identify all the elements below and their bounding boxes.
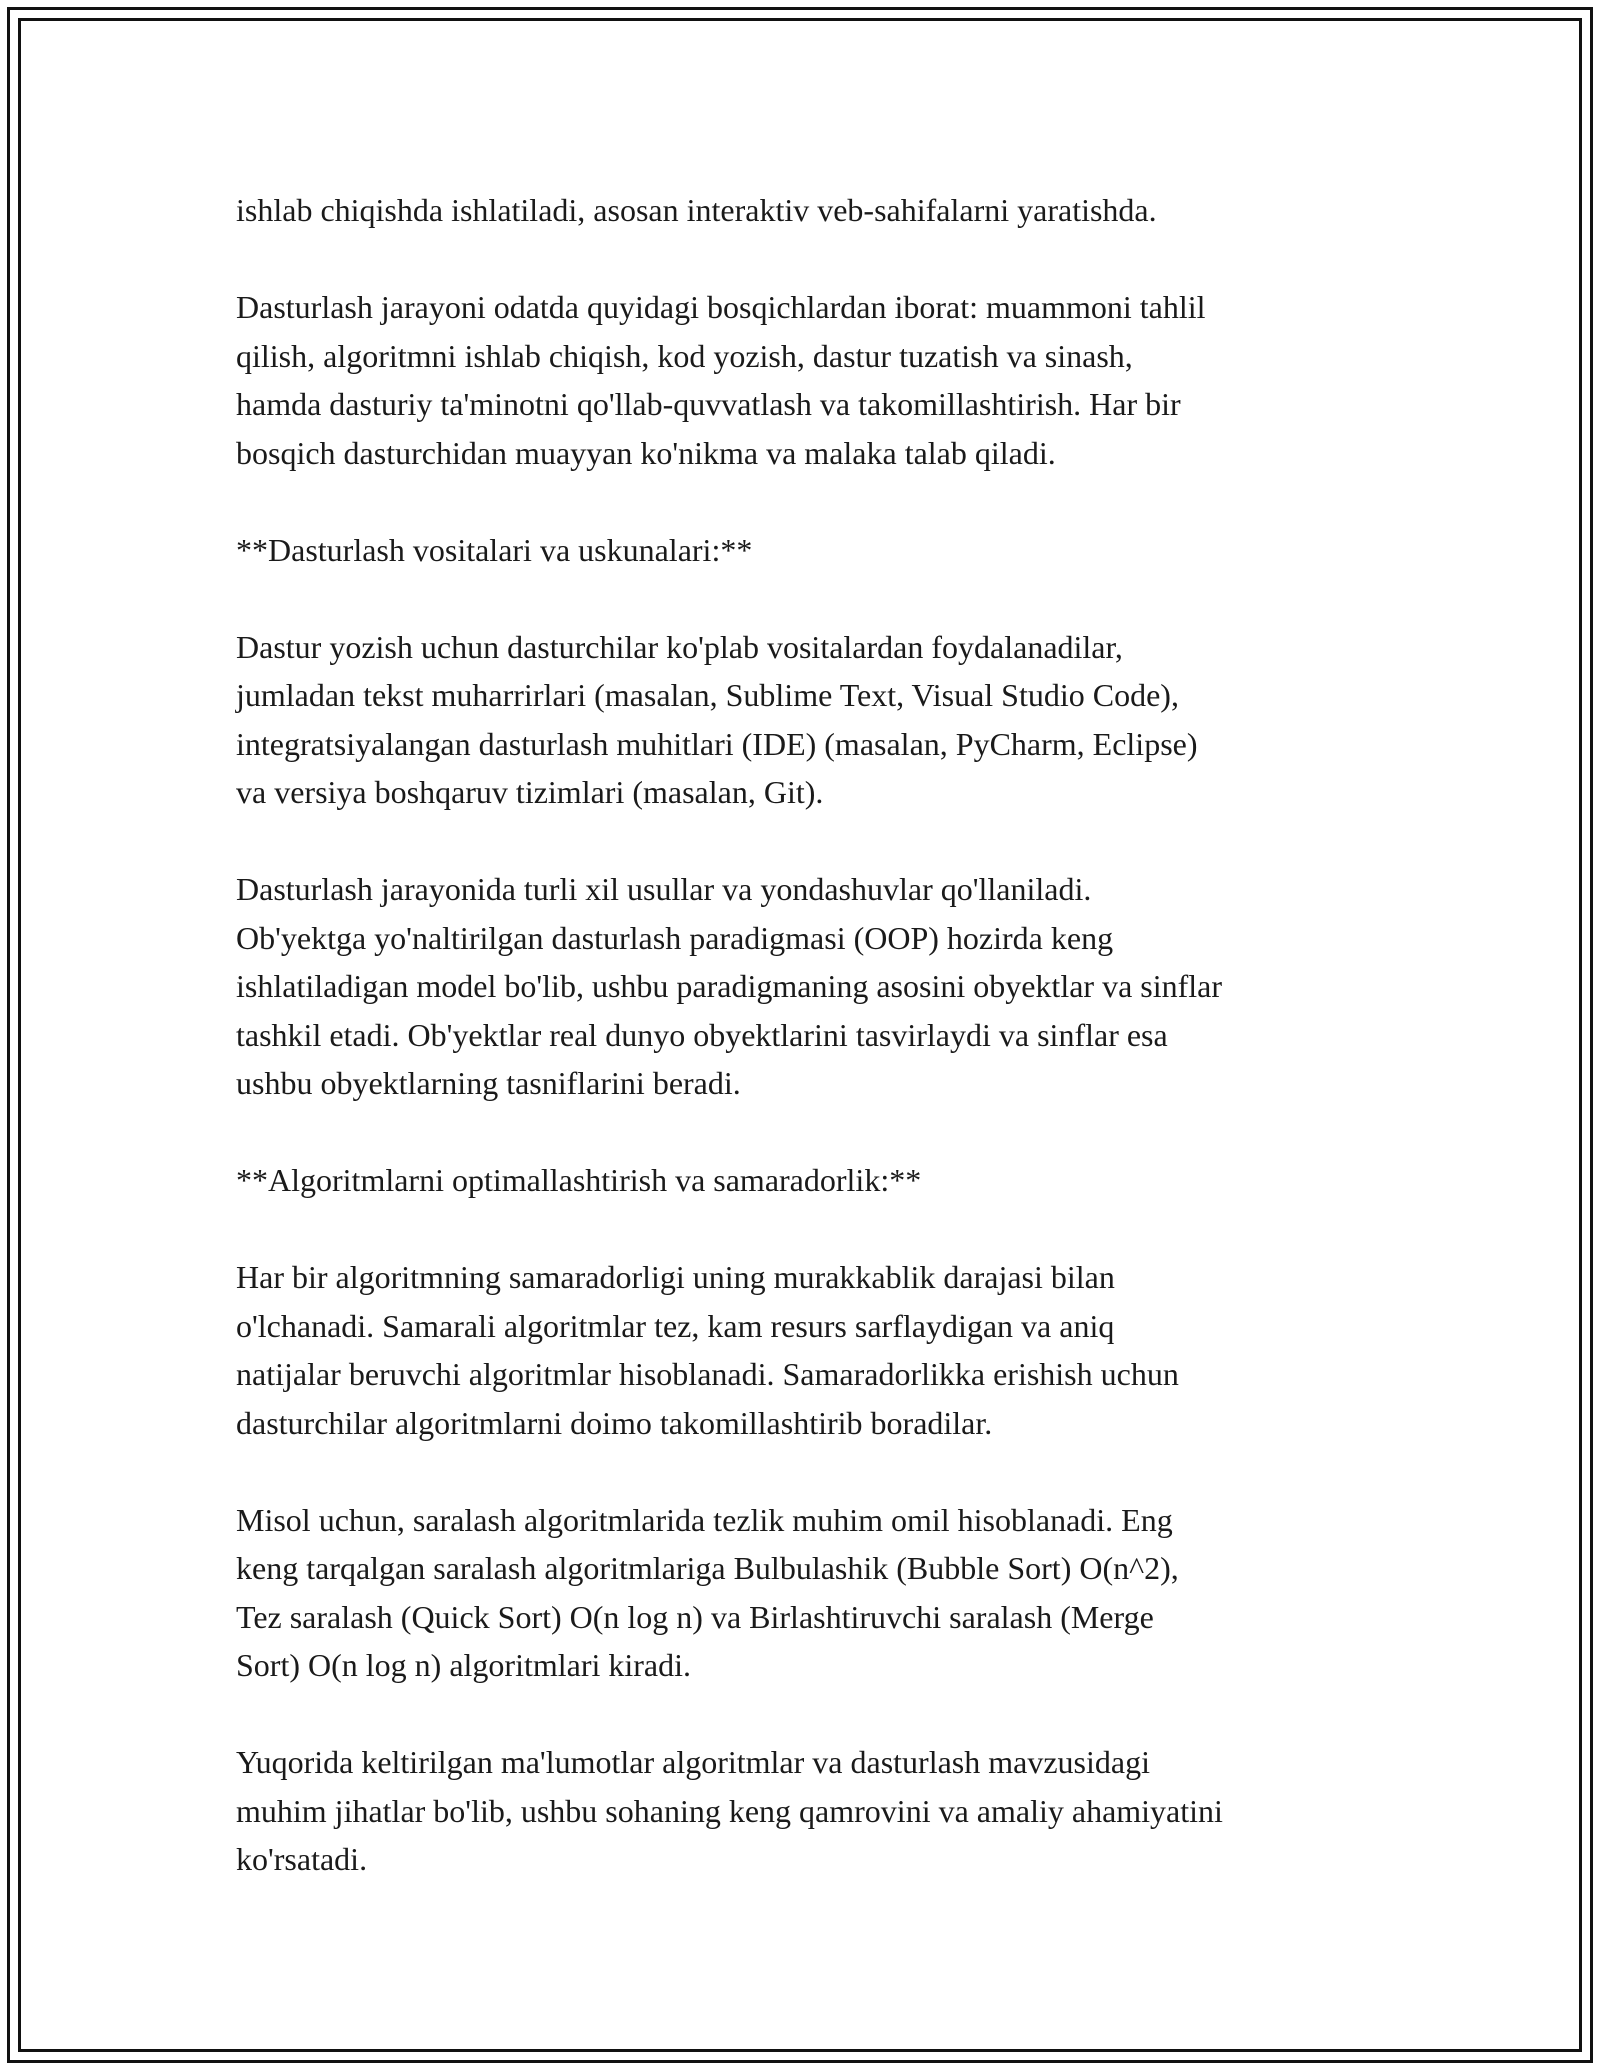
paragraph-sorting-example: Misol uchun, saralash algoritmlarida tezlik muhim omil hisoblanadi. Eng keng tarqalgan saralash algoritmlariga Bulbulashik (Bubble Sort) O(n^2), Tez saralash (Quick Sort) O(n log n) va Birlashtiruvchi saralash (Merge Sort) O(n log n) algoritmlari kiradi. [236,1501,1179,1683]
section-heading-tools: **Dasturlash vositalari va uskunalari:** [236,531,753,568]
paragraph-tools: Dastur yozish uchun dasturchilar ko'plab vositalardan foydalanadilar, jumladan tekst muharrirlari (masalan, Sublime Text, Visual Studio Code), integratsiyalangan dasturlash muhitlari (IDE) (masalan, PyCharm, Eclipse) va versiya boshqaruv tizimlari (masalan, Git). [236,628,1198,810]
paragraph-oop: Dasturlash jarayonida turli xil usullar va yondashuvlar qo'llaniladi. Ob'yektga yo'naltirilgan dasturlash paradigmasi (OOP) hozirda keng ishlatiladigan model bo'lib, ushbu paradigmaning asosini obyektlar va sinflar tashkil etadi. Ob'yektlar real dunyo obyektlarini tasvirlaydi va sinflar esa ushbu obyektlarning tasniflarini beradi. [236,871,1223,1101]
paragraph-conclusion: Yuqorida keltirilgan ma'lumotlar algoritmlar va dasturlash mavzusidagi muhim jihatlar bo'lib, ushbu sohaning keng qamrovini va amaliy ahamiyatini ko'rsatadi. [236,1744,1223,1877]
paragraph-efficiency: Har bir algoritmning samaradorligi uning murakkablik darajasi bilan o'lchanadi. Samarali algoritmlar tez, kam resurs sarflaydigan va aniq natijalar beruvchi algoritmlar hisoblanadi. Samaradorlikka erishish uchun dasturchilar algoritmlarni doimo takomillashtirib boradilar. [236,1259,1179,1441]
paragraph-programming-process: Dasturlash jarayoni odatda quyidagi bosqichlardan iborat: muammoni tahlil qilish, algoritmni ishlab chiqish, kod yozish, dastur tuzatish va sinash, hamda dasturiy ta'minotni qo'llab-quvvatlash va takomillashtirish. Har bir bosqich dasturchidan muayyan ko'nikma va malaka talab qiladi. [236,289,1206,471]
section-heading-optimization: **Algoritmlarni optimallashtirish va samaradorlik:** [236,1162,922,1198]
document-body [236,186,1376,1884]
paragraph-intro-continuation: ishlab chiqishda ishlatiladi, asosan interaktiv veb-sahifalarni yaratishda. [236,192,1157,228]
